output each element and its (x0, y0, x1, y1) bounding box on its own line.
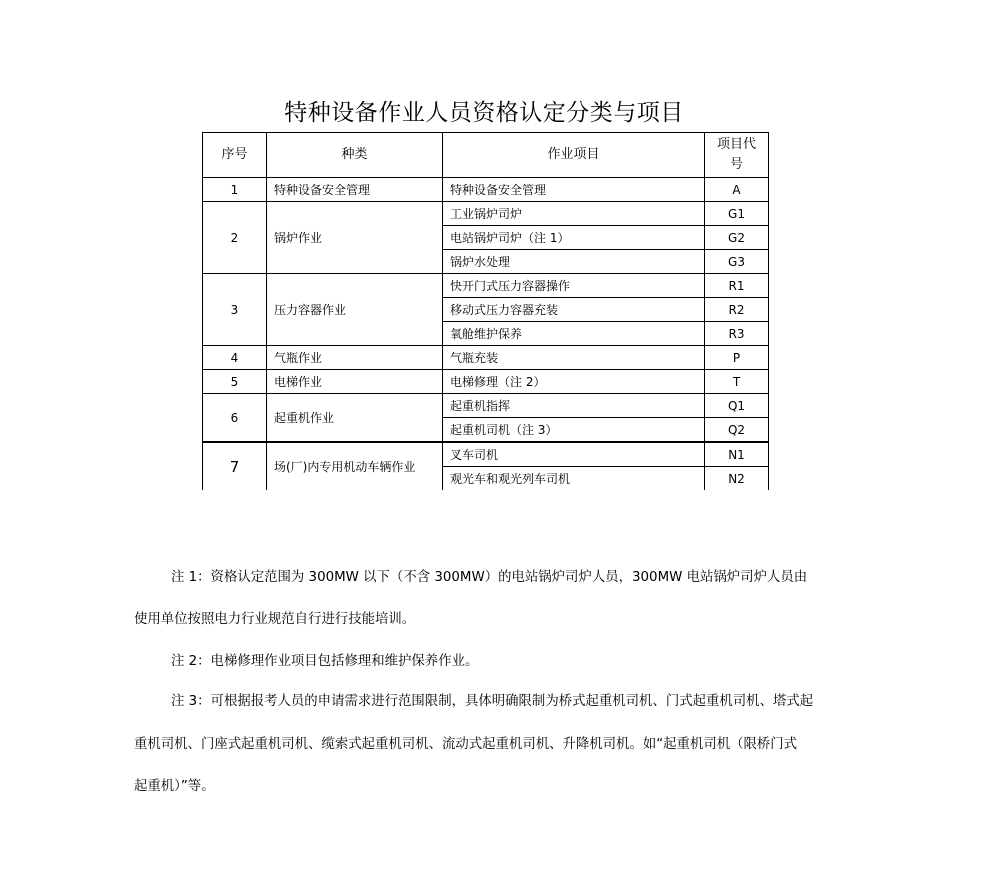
qualification-table (202, 132, 769, 490)
seq-cell: 4 (203, 346, 267, 370)
code-cell: G1 (705, 202, 769, 226)
code-cell: Q2 (705, 418, 769, 443)
item-cell: 移动式压力容器充装 (443, 298, 705, 322)
item-cell: 特种设备安全管理 (443, 178, 705, 202)
category-cell: 压力容器作业 (267, 274, 443, 346)
table-row (203, 370, 769, 394)
page-title: 特种设备作业人员资格认定分类与项目 (284, 100, 684, 126)
item-cell: 电梯修理（注 2） (443, 370, 705, 394)
header-category: 种类 (267, 133, 443, 178)
seq-cell: 3 (203, 274, 267, 346)
item-cell: 锅炉水处理 (443, 250, 705, 274)
item-cell: 氧舱维护保养 (443, 322, 705, 346)
note-3-line-1: 注 3：可根据报考人员的申请需求进行范围限制，具体明确限制为桥式起重机司机、门式起重机司机、塔式起 (171, 694, 814, 709)
item-cell: 起重机司机（注 3） (443, 418, 705, 443)
note-1-line-2: 使用单位按照电力行业规范自行进行技能培训。 (134, 612, 416, 627)
category-cell: 特种设备安全管理 (267, 178, 443, 202)
table-header-row (203, 133, 769, 178)
note-2: 注 2：电梯修理作业项目包括修理和维护保养作业。 (171, 654, 479, 669)
item-cell: 电站锅炉司炉（注 1） (443, 226, 705, 250)
category-cell: 气瓶作业 (267, 346, 443, 370)
item-cell: 起重机指挥 (443, 394, 705, 418)
table-row (203, 394, 769, 418)
code-cell: P (705, 346, 769, 370)
table-row (203, 442, 769, 467)
code-cell: R1 (705, 274, 769, 298)
category-cell: 起重机作业 (267, 394, 443, 443)
note-1-line-1: 注 1：资格认定范围为 300MW 以下（不含 300MW）的电站锅炉司炉人员，300MW 电站锅炉司炉人员由 (171, 570, 808, 585)
seq-cell: 6 (203, 394, 267, 443)
seq-cell: 5 (203, 370, 267, 394)
table-row (203, 202, 769, 226)
header-code-line2: 号 (729, 157, 743, 172)
seq-cell: 2 (203, 202, 267, 274)
header-code-line1: 项目代 (716, 137, 756, 152)
item-cell: 叉车司机 (443, 442, 705, 467)
header-seq: 序号 (203, 133, 267, 178)
item-cell: 快开门式压力容器操作 (443, 274, 705, 298)
seq-cell: 1 (203, 178, 267, 202)
category-cell: 电梯作业 (267, 370, 443, 394)
code-cell: A (705, 178, 769, 202)
table-row (203, 274, 769, 298)
item-cell: 工业锅炉司炉 (443, 202, 705, 226)
seq-cell: 7 (203, 442, 267, 490)
code-cell: G3 (705, 250, 769, 274)
table-row (203, 178, 769, 202)
category-cell: 场(厂)内专用机动车辆作业 (267, 442, 443, 490)
code-cell: Q1 (705, 394, 769, 418)
header-code (705, 133, 769, 178)
note-3-line-2: 重机司机、门座式起重机司机、缆索式起重机司机、流动式起重机司机、升降机司机。如“起重机司机（限桥门式 (134, 737, 798, 752)
code-cell: G2 (705, 226, 769, 250)
code-cell: R3 (705, 322, 769, 346)
item-cell: 气瓶充装 (443, 346, 705, 370)
code-cell: R2 (705, 298, 769, 322)
item-cell: 观光车和观光列车司机 (443, 467, 705, 491)
note-3-line-3: 起重机）”等。 (134, 779, 215, 794)
category-cell: 锅炉作业 (267, 202, 443, 274)
code-cell: N2 (705, 467, 769, 491)
header-item: 作业项目 (443, 133, 705, 178)
table-row (203, 346, 769, 370)
code-cell: N1 (705, 442, 769, 467)
code-cell: T (705, 370, 769, 394)
